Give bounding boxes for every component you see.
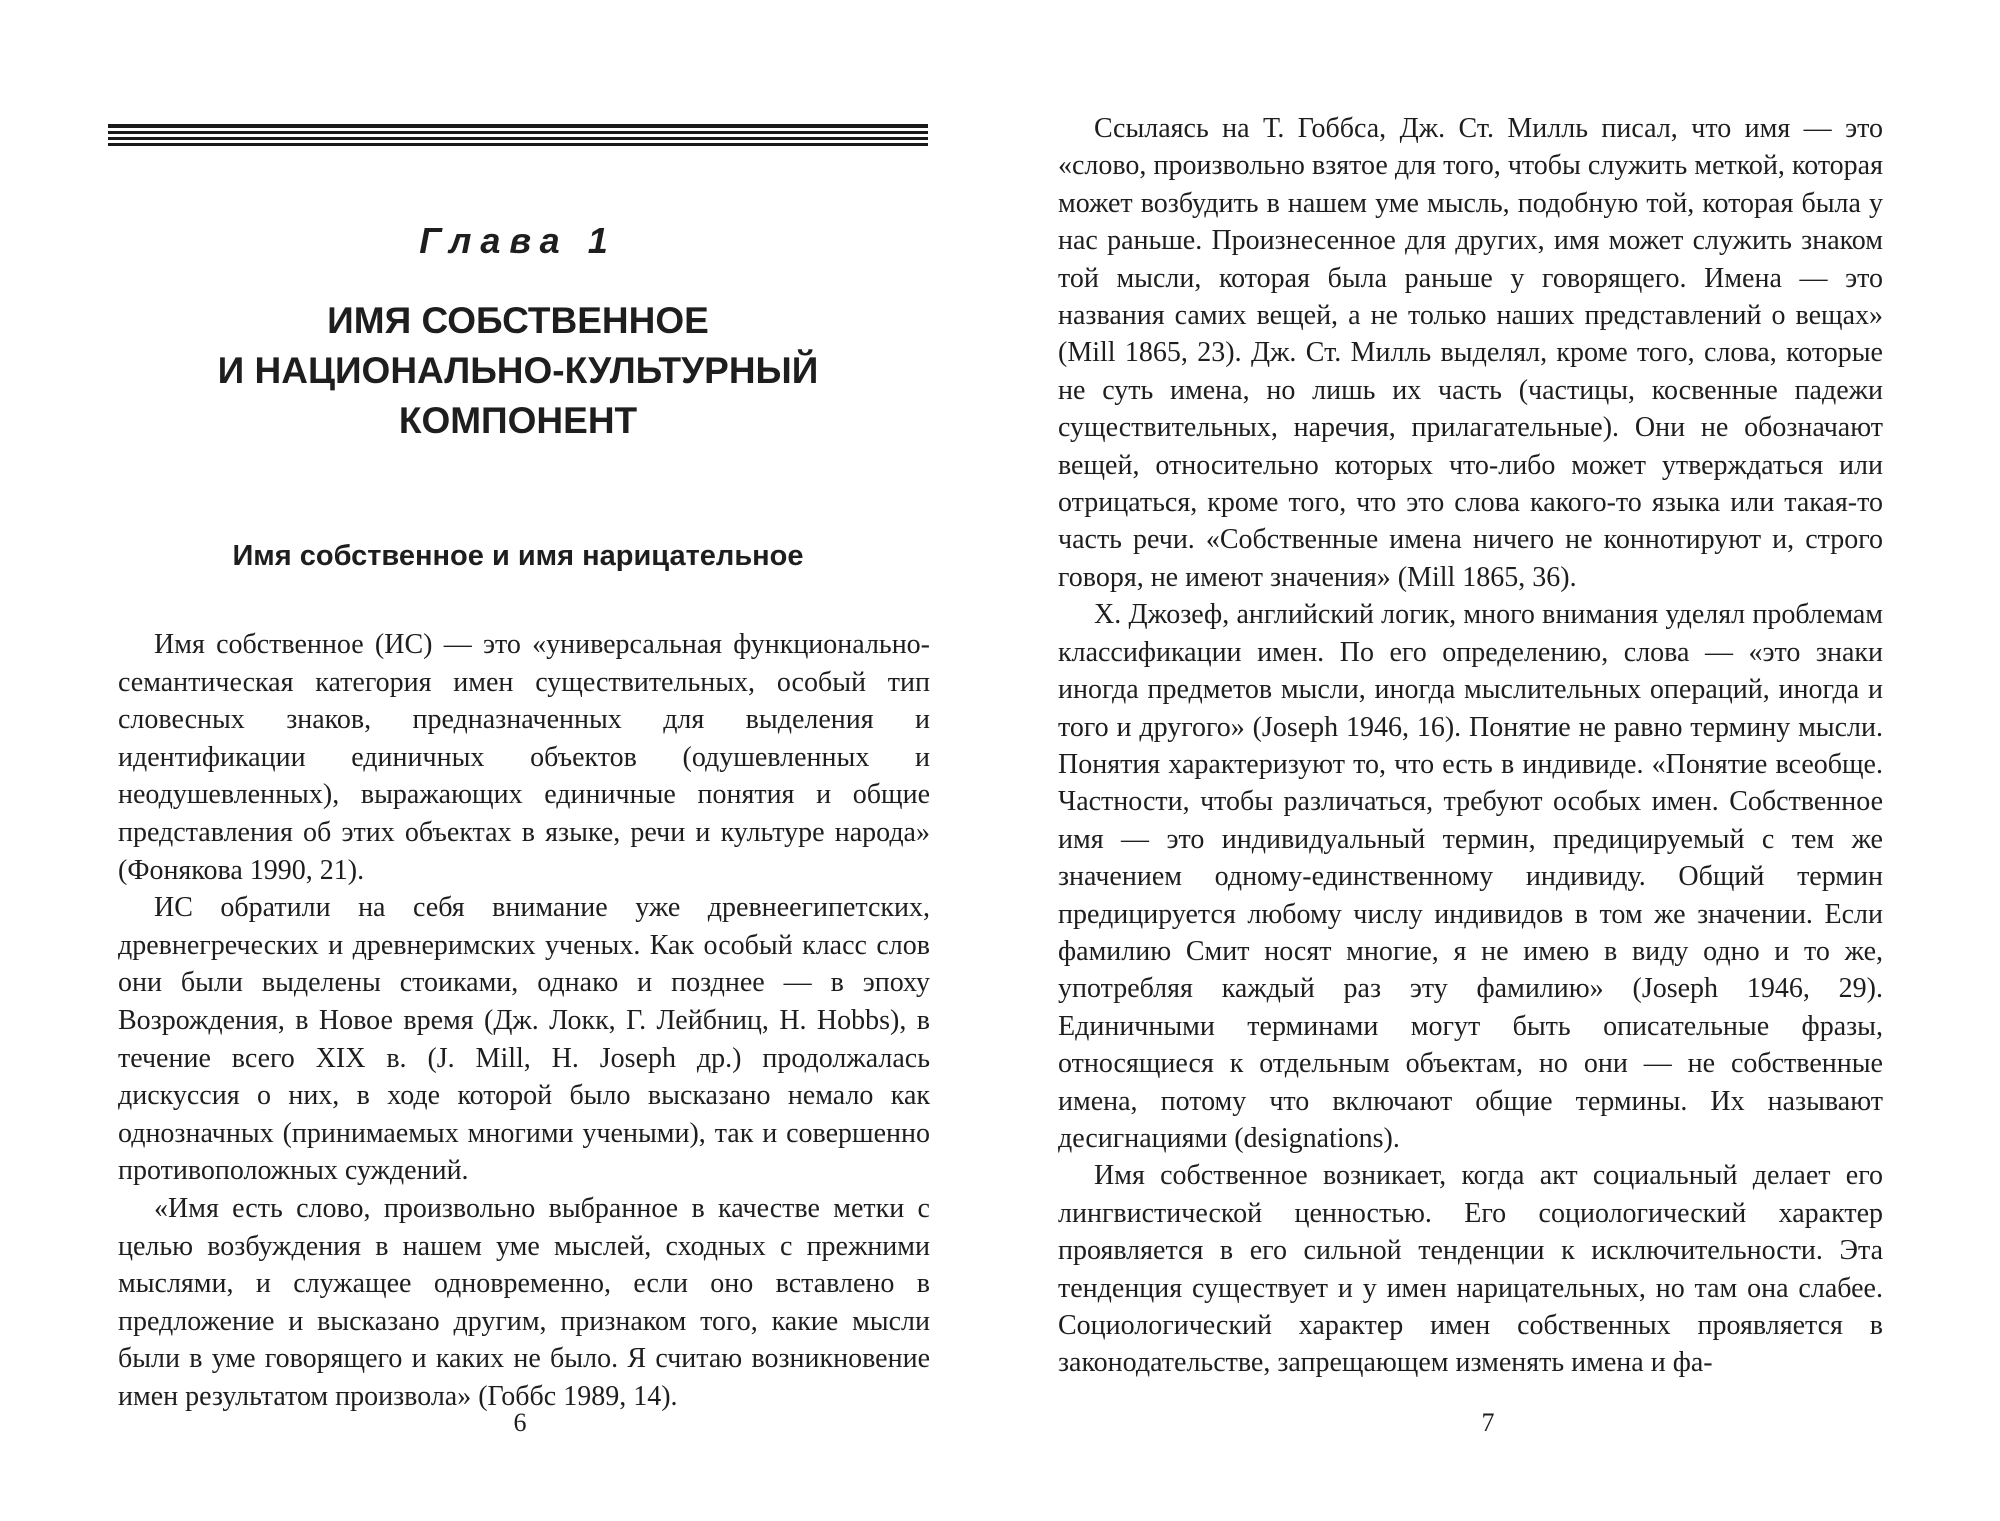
paragraph: Х. Джозеф, английский логик, много внимания уделял проблемам классификации имен. По его определению, слова — «это знаки иногда предметов мысли, иногда мыслительных операций, иногда и того и другого» (Joseph 1946, 16). Понятие не равно термину мысли. Понятия характеризуют то, что есть в индивиде. «Понятие всеобще. Частности, чтобы различаться, требуют особых имен. Собственное имя — это индивидуальный термин, предицируемый с тем же значением одному-единственному индивиду. Общий термин предицируется любому числу индивидов в том же значении. Если фамилию Смит носят многие, я не имею в виду одно и то же, употребляя каждый раз эту фамилию» (Joseph 1946, 29). Единичными терминами могут быть описательные фразы, относящиеся к отдельным объектам, но они — не собственные имена, потому что включают общие термины. Их называют десигнациями (designations). [1058, 599, 1883, 1154]
chapter-title [108, 296, 928, 446]
chapter-title-line: КОМПОНЕНТ [398, 400, 638, 441]
header-rule [108, 131, 928, 134]
chapter-title-line: ИМЯ СОБСТВЕННОЕ [327, 300, 709, 341]
paragraph: «Имя есть слово, произвольно выбранное в качестве метки с целью возбуждения в нашем уме мыслей, сходных с прежними мыслями, и служащее одновременно, если оно вставлено в предложение и высказано другим, признаком того, какие мысли были в уме говорящего и каких не было. Я считаю возникновение имен результатом произвола» (Гоббс 1989, 14). [118, 1192, 930, 1412]
paragraph: ИС обратили на себя внимание уже древнеегипетских, древнегреческих и древнеримских ученых. Как особый класс слов они были выделены стоиками, однако и позднее — в эпоху Возрождения, в Новое время (Дж. Локк, Г. Лейбниц, H. Hobbs), в течение всего XIX в. (J. Mill, H. Joseph др.) продолжалась дискуссия о них, в ходе которой было высказано немало как однозначных (принимаемых многими учеными), так и совершенно противоположных суждений. [118, 892, 930, 1187]
paragraph: Имя собственное (ИС) — это «универсальная функционально-семантическая категория имен существительных, особый тип словесных знаков, предназначенных для выделения и идентификации единичных объектов (одушевленных и неодушевленных), выражающих единичные понятия и общие представления об этих объектах в языке, речи и культуре народа» (Фонякова 1990, 21). [118, 629, 930, 886]
page-number: 7 [1481, 1408, 1495, 1437]
chapter-title-line: И НАЦИОНАЛЬНО-КУЛЬТУРНЫЙ [217, 350, 819, 391]
chapter-header-rules [108, 124, 928, 149]
header-rule [108, 124, 928, 128]
header-rule [108, 143, 928, 146]
paragraph: Имя собственное возникает, когда акт социальный делает его лингвистической ценностью. Его социологический характер проявляется в его сильной тенденции к исключительности. Эта тенденция существует и у имен нарицательных, но там она слабее. Социологический характер имен собственных проявляется в законодательстве, запрещающем изменять имена и фа- [1058, 1160, 1883, 1379]
left-body-text [118, 626, 930, 1415]
header-rule [108, 137, 928, 140]
chapter-label: Глава 1 [419, 220, 617, 261]
section-title: Имя собственное и имя нарицательное [232, 540, 804, 572]
paragraph: Ссылаясь на Т. Гоббса, Дж. Ст. Милль писал, что имя — это «слово, произвольно взятое для того, чтобы служить меткой, которая может возбудить в нашем уме мысль, подобную той, которая была у нас раньше. Произнесенное для других, имя может служить знаком той мысли, которая была раньше у говорящего. Имена — это названия самих вещей, а не только наших представлений о вещах» (Mill 1865, 23). Дж. Ст. Милль выделял, кроме того, слова, которые не суть имена, но лишь их часть (частицы, косвенные падежи существительных, наречия, прилагательные). Они не обозначают вещей, относительно которых что-либо может утверждаться или отрицаться, кроме того, что это слова какого-то языка или такая-то часть речи. «Собственные имена ничего не коннотируют и, строго говоря, не имеют значения» (Mill 1865, 36). [1058, 113, 1883, 593]
right-body-text [1058, 110, 1883, 1382]
page-number: 6 [513, 1408, 527, 1437]
right-page [1000, 0, 2000, 1521]
